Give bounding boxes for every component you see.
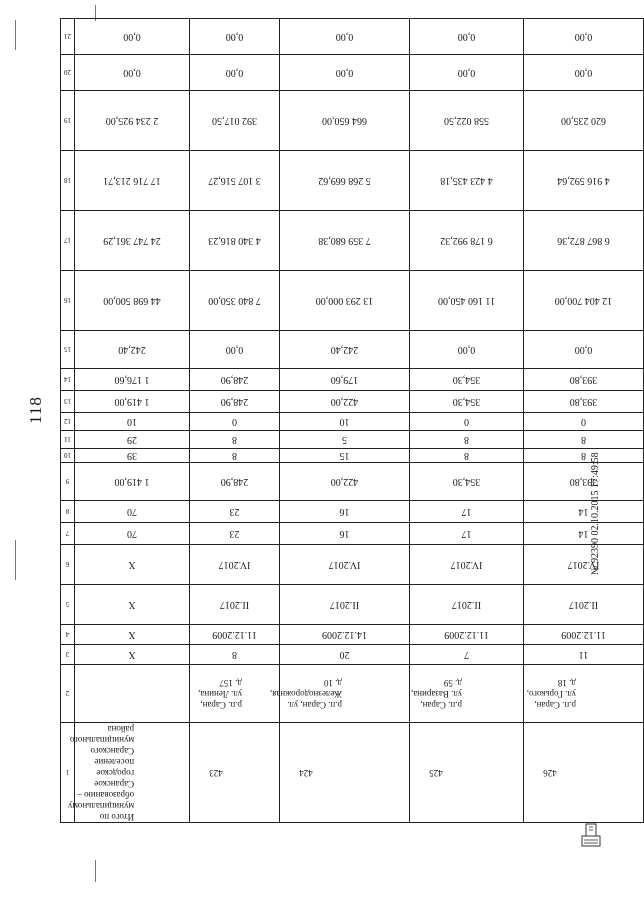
table-row <box>61 501 644 523</box>
column-number-label: 15 <box>64 345 71 354</box>
table-row <box>61 665 644 723</box>
table-cell <box>75 211 190 271</box>
cell-value: 248,90 <box>220 476 249 487</box>
column-number <box>61 369 75 391</box>
table-cell <box>410 413 524 431</box>
table-cell <box>190 413 280 431</box>
table-cell <box>524 545 644 585</box>
notary-logo-icon <box>580 820 602 848</box>
column-number-label: 7 <box>65 529 70 538</box>
cell-value: 0,00 <box>335 31 354 42</box>
cell-value: 15 <box>339 450 350 461</box>
cell-value: 0 <box>232 416 237 427</box>
data-table <box>60 18 644 823</box>
table-row <box>61 723 644 823</box>
table-cell <box>280 449 410 463</box>
cell-value: 24 747 361,29 <box>103 235 161 246</box>
table-cell <box>280 585 410 625</box>
cell-value: IV.2017 <box>218 559 251 570</box>
table-cell <box>75 151 190 211</box>
cell-value: 20 <box>339 649 350 660</box>
cell-value: IV.2017 <box>328 559 361 570</box>
cell-value: 1 419,00 <box>114 476 150 487</box>
table-cell <box>75 463 190 501</box>
cell-value: 0,00 <box>123 67 141 78</box>
table-cell <box>190 331 280 369</box>
table-cell <box>280 645 410 665</box>
table-cell <box>524 463 644 501</box>
table-row <box>61 391 644 413</box>
cell-value: 29 <box>127 434 137 445</box>
cell-value: 393,80 <box>569 396 598 407</box>
table-row <box>61 271 644 331</box>
table-cell <box>280 723 410 823</box>
column-number-label: 6 <box>65 560 70 569</box>
cell-value: 23 <box>229 506 240 517</box>
table-row <box>61 413 644 431</box>
cell-value: 17 716 213,71 <box>103 175 161 186</box>
cell-value: 0,00 <box>123 31 141 42</box>
table-cell <box>410 723 524 823</box>
column-number <box>61 19 75 55</box>
table-cell <box>410 391 524 413</box>
cell-value: 0,00 <box>335 67 354 78</box>
column-number <box>61 271 75 331</box>
table-cell <box>524 501 644 523</box>
table-cell <box>524 271 644 331</box>
column-number-label: 19 <box>64 116 71 125</box>
table-cell <box>280 501 410 523</box>
table-row <box>61 151 644 211</box>
registration-stamp: № 92390 02.10.2015 17:49:58 <box>590 452 601 575</box>
cell-value: 1 419,00 <box>114 396 150 407</box>
cell-value: 44 698 500,00 <box>103 295 161 306</box>
cell-value: 14 <box>578 528 589 539</box>
table-cell <box>280 463 410 501</box>
cell-value: 0 <box>464 416 469 427</box>
cell-value: 0,00 <box>457 67 476 78</box>
table-cell <box>75 91 190 151</box>
table-cell <box>410 369 524 391</box>
table-cell <box>190 55 280 91</box>
column-number-label: 5 <box>65 600 70 609</box>
table-cell <box>75 625 190 645</box>
table-cell <box>524 665 644 723</box>
table-cell <box>190 449 280 463</box>
table-row <box>61 545 644 585</box>
cell-value: 8 <box>232 434 237 445</box>
cell-value: 14 <box>578 506 589 517</box>
table-cell <box>190 19 280 55</box>
table-cell <box>410 271 524 331</box>
cell-value: 11 160 450,00 <box>437 295 496 306</box>
column-number-label: 14 <box>64 375 71 384</box>
column-number <box>61 91 75 151</box>
cell-value: 0,00 <box>457 344 476 355</box>
cell-value: 8 <box>581 434 586 445</box>
cell-value: 6 178 992,32 <box>440 235 493 246</box>
cell-value: 11.12.2009 <box>212 629 257 640</box>
column-number <box>61 523 75 545</box>
cell-value: 422,00 <box>330 396 359 407</box>
table-cell <box>410 585 524 625</box>
cell-value: р.п. Саран, ул. Железнодорожная, д. 10 <box>269 678 343 710</box>
table-cell <box>190 463 280 501</box>
table-cell <box>524 91 644 151</box>
cell-value: 14.12.2009 <box>322 629 367 640</box>
table-cell <box>280 271 410 331</box>
cell-value: 13 293 000,00 <box>315 295 374 306</box>
table-cell <box>410 463 524 501</box>
table-cell <box>280 431 410 449</box>
table-row <box>61 91 644 151</box>
column-number <box>61 391 75 413</box>
table-cell <box>410 91 524 151</box>
cell-value: 8 <box>232 450 237 461</box>
cell-value: 426 <box>543 768 557 778</box>
table-cell <box>280 55 410 91</box>
cell-value: Итого по муниципальному образованию – Саранское городское поселение Саранского муниципального района <box>67 724 135 822</box>
table-cell <box>524 585 644 625</box>
margin-mark <box>95 860 96 882</box>
table-cell <box>280 151 410 211</box>
table-row <box>61 211 644 271</box>
table-cell <box>410 665 524 723</box>
table-row <box>61 585 644 625</box>
column-number <box>61 625 75 645</box>
table-cell <box>75 369 190 391</box>
cell-value: р.п. Саран, ул. Ленина, д. 157 <box>198 678 242 710</box>
cell-value: 3 107 516,27 <box>208 175 261 186</box>
table-cell <box>524 645 644 665</box>
table-cell <box>190 645 280 665</box>
cell-value: 8 <box>464 434 469 445</box>
table-cell <box>410 625 524 645</box>
table-cell <box>75 449 190 463</box>
table-cell <box>190 271 280 331</box>
cell-value: 10 <box>339 416 350 427</box>
cell-value: 179,60 <box>330 374 359 385</box>
cell-value: 354,30 <box>452 374 481 385</box>
cell-value: 248,90 <box>220 374 249 385</box>
table-cell <box>190 523 280 545</box>
table-cell <box>190 391 280 413</box>
cell-value: 0,00 <box>574 344 593 355</box>
table-cell <box>75 665 190 723</box>
column-number <box>61 501 75 523</box>
table-cell <box>410 545 524 585</box>
cell-value: 7 359 680,38 <box>318 235 371 246</box>
column-number <box>61 545 75 585</box>
column-number <box>61 431 75 449</box>
cell-value: 39 <box>127 450 137 461</box>
table-cell <box>410 211 524 271</box>
cell-value: II.2017 <box>451 599 482 610</box>
cell-value: р.п. Саран, ул. Вазарина, д. 59 <box>410 678 462 710</box>
cell-value: 12 404 700,00 <box>554 295 613 306</box>
table-cell <box>524 723 644 823</box>
cell-value: X <box>128 629 136 640</box>
table-cell <box>524 523 644 545</box>
table-cell <box>524 211 644 271</box>
cell-value: 11.12.2009 <box>444 629 489 640</box>
cell-value: 354,30 <box>452 476 481 487</box>
table-row <box>61 523 644 545</box>
cell-value: 0,00 <box>574 31 593 42</box>
table-row <box>61 369 644 391</box>
cell-value: X <box>128 559 136 570</box>
table-cell <box>75 545 190 585</box>
column-number <box>61 151 75 211</box>
table-cell <box>280 545 410 585</box>
table-cell <box>75 645 190 665</box>
table-cell <box>524 449 644 463</box>
cell-value: 70 <box>127 528 137 539</box>
table-cell <box>280 391 410 413</box>
cell-value: II.2017 <box>329 599 360 610</box>
cell-value: X <box>128 649 136 660</box>
table-cell <box>524 391 644 413</box>
column-number-label: 4 <box>65 630 70 639</box>
table-cell <box>410 331 524 369</box>
cell-value: 558 022,50 <box>444 115 489 126</box>
column-number-label: 10 <box>64 451 71 460</box>
cell-value: 0,00 <box>574 67 593 78</box>
cell-value: 0,00 <box>225 31 244 42</box>
table-row <box>61 55 644 91</box>
cell-value: 248,90 <box>220 396 249 407</box>
table-cell <box>190 431 280 449</box>
table-cell <box>280 211 410 271</box>
table-cell <box>190 625 280 645</box>
cell-value: 16 <box>339 506 350 517</box>
column-number-label: 3 <box>65 650 70 659</box>
table-cell <box>280 625 410 645</box>
table-cell <box>190 369 280 391</box>
table-cell <box>280 331 410 369</box>
table-cell <box>75 431 190 449</box>
table-cell <box>410 449 524 463</box>
table-row <box>61 645 644 665</box>
cell-value: 8 <box>581 450 586 461</box>
table-cell <box>410 645 524 665</box>
cell-value: 11.12.2009 <box>561 629 606 640</box>
column-number <box>61 331 75 369</box>
cell-value: II.2017 <box>219 599 250 610</box>
column-number-label: 20 <box>64 68 71 77</box>
table-cell <box>410 501 524 523</box>
cell-value: 7 840 350,00 <box>208 295 261 306</box>
column-number-label: 21 <box>64 32 71 41</box>
table-cell <box>190 585 280 625</box>
table-cell <box>410 19 524 55</box>
cell-value: 1 176,60 <box>114 374 150 385</box>
table-cell <box>280 523 410 545</box>
cell-value: 10 <box>127 416 137 427</box>
table-cell <box>75 585 190 625</box>
column-number <box>61 55 75 91</box>
table-cell <box>280 91 410 151</box>
table-cell <box>190 211 280 271</box>
table-cell <box>524 55 644 91</box>
cell-value: 70 <box>127 506 137 517</box>
table-row <box>61 463 644 501</box>
table-cell <box>190 151 280 211</box>
column-number-label: 18 <box>64 176 71 185</box>
table-cell <box>410 55 524 91</box>
cell-value: 23 <box>229 528 240 539</box>
table-cell <box>75 55 190 91</box>
cell-value: 8 <box>464 450 469 461</box>
cell-value: 11 <box>578 649 589 660</box>
column-number <box>61 211 75 271</box>
table-cell <box>190 665 280 723</box>
cell-value: 354,30 <box>452 396 481 407</box>
table-cell <box>269 665 410 723</box>
column-number <box>61 449 75 463</box>
margin-mark <box>15 20 16 50</box>
cell-value: X <box>128 599 136 610</box>
cell-value: 393,80 <box>569 476 598 487</box>
column-number-label: 16 <box>64 296 71 305</box>
cell-value: IV.2017 <box>567 559 600 570</box>
table-cell <box>75 391 190 413</box>
table-row <box>61 449 644 463</box>
cell-value: 664 650,00 <box>322 115 367 126</box>
cell-value: 6 867 872,36 <box>557 235 610 246</box>
cell-value: 7 <box>464 649 469 660</box>
cell-value: II.2017 <box>568 599 599 610</box>
table-cell <box>190 91 280 151</box>
column-number-label: 11 <box>64 435 71 444</box>
cell-value: 424 <box>299 768 313 778</box>
table-cell <box>190 723 280 823</box>
cell-value: IV.2017 <box>450 559 483 570</box>
cell-value: 242,40 <box>118 344 146 355</box>
cell-value: 2 234 925,00 <box>105 115 159 126</box>
table-cell <box>524 413 644 431</box>
table-row <box>61 431 644 449</box>
column-number-label: 2 <box>65 689 70 698</box>
table-cell <box>410 431 524 449</box>
cell-value: 5 268 669,62 <box>318 175 371 186</box>
table-cell <box>410 523 524 545</box>
cell-value: 242,40 <box>330 344 359 355</box>
table-row <box>61 19 644 55</box>
table-cell <box>75 501 190 523</box>
column-number <box>61 463 75 501</box>
table-row <box>61 331 644 369</box>
table-cell <box>280 369 410 391</box>
table-cell <box>75 523 190 545</box>
table-cell <box>190 501 280 523</box>
table-cell <box>75 271 190 331</box>
cell-value: 4 340 816,23 <box>208 235 261 246</box>
table-cell <box>524 151 644 211</box>
table-cell <box>75 413 190 431</box>
column-number <box>61 665 75 723</box>
table-cell <box>410 151 524 211</box>
cell-value: 0,00 <box>225 67 244 78</box>
margin-mark <box>15 540 16 580</box>
cell-value: 0,00 <box>457 31 476 42</box>
table-cell <box>75 19 190 55</box>
table-row <box>61 625 644 645</box>
cell-value: 392 017,50 <box>212 115 257 126</box>
column-number-label: 9 <box>65 477 70 486</box>
table-cell <box>524 331 644 369</box>
cell-value: 17 <box>461 528 472 539</box>
cell-value <box>75 665 127 722</box>
cell-value: 425 <box>429 768 443 778</box>
table-cell <box>280 19 410 55</box>
cell-value: 393,80 <box>569 374 598 385</box>
page-number: 118 <box>25 396 45 424</box>
cell-value: 423 <box>209 768 223 778</box>
cell-value: 0,00 <box>225 344 244 355</box>
cell-value: р.п. Саран, ул. Горького, д. 18 <box>526 678 576 710</box>
cell-value: 0 <box>581 416 586 427</box>
table-cell <box>524 19 644 55</box>
table-cell <box>67 723 190 823</box>
column-number-label: 1 <box>65 768 70 777</box>
cell-value: 620 235,00 <box>561 115 606 126</box>
table-cell <box>75 331 190 369</box>
table-cell <box>524 431 644 449</box>
cell-value: 8 <box>232 649 237 660</box>
column-number <box>61 413 75 431</box>
cell-value: 4 423 435,18 <box>440 175 493 186</box>
column-number-label: 12 <box>64 417 71 426</box>
cell-value: 422,00 <box>330 476 359 487</box>
column-number-label: 8 <box>65 507 70 516</box>
column-number-label: 17 <box>64 236 71 245</box>
column-number <box>61 585 75 625</box>
table-cell <box>190 545 280 585</box>
table-cell <box>524 625 644 645</box>
table-cell <box>280 413 410 431</box>
column-number <box>61 645 75 665</box>
cell-value: 17 <box>461 506 472 517</box>
cell-value: 16 <box>339 528 350 539</box>
cell-value: 4 916 592,64 <box>557 175 610 186</box>
column-number-label: 13 <box>64 397 71 406</box>
table-cell <box>524 369 644 391</box>
cell-value: 5 <box>342 434 347 445</box>
table-container <box>60 18 643 822</box>
